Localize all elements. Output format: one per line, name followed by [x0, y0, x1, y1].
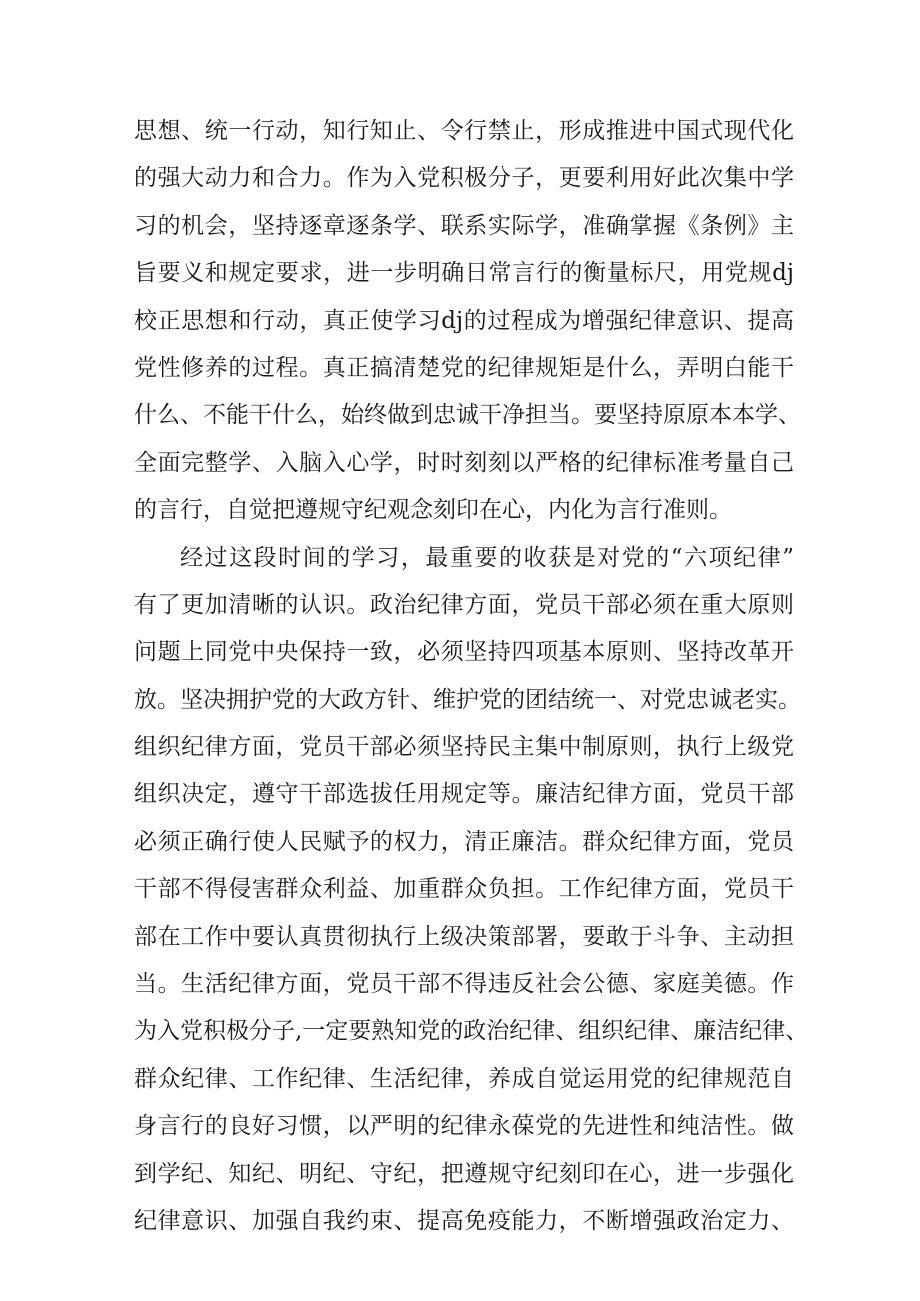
paragraph-first-line: 经过这段时间的学习，最重要的收获是对党的“六项纪律” [180, 544, 794, 571]
paragraph-line: 校正思想和行动，真正使学习dj的过程成为增强纪律意识、提高 [134, 307, 794, 334]
paragraph-line: 思想、统一行动，知行知止、令行禁止，形成推进中国式现代化 [134, 118, 794, 144]
paragraph-1 [134, 108, 801, 535]
paragraph-line: 习的机会，坚持逐章逐条学、联系实际学，准确掌握《条例》主 [134, 212, 794, 239]
paragraph-line: 干部不得侵害群众利益、加重群众负担。工作纪律方面，党员干 [134, 876, 794, 903]
paragraph-line: 纪律意识、加强自我约束、提高免疫能力，不断增强政治定力、 [134, 1207, 794, 1234]
paragraph-line: 全面完整学、入脑入心学，时时刻刻以严格的纪律标准考量自己 [134, 449, 794, 476]
paragraph-line: 身言行的良好习惯，以严明的纪律永葆党的先进性和纯洁性。做 [134, 1113, 794, 1140]
paragraph-2 [134, 535, 809, 1246]
paragraph-line: 为入党积极分子,一定要熟知党的政治纪律、组织纪律、廉洁纪律、 [134, 1018, 809, 1045]
paragraph-line: 的言行，自觉把遵规守纪观念刻印在心，内化为言行准则。 [134, 497, 732, 524]
paragraph-line: 放。坚决拥护党的大政方针、维护党的团结统一、对党忠诚老实。 [134, 686, 801, 713]
paragraph-line: 旨要义和规定要求，进一步明确日常言行的衡量标尺，用党规dj [134, 260, 794, 287]
paragraph-line: 群众纪律、工作纪律、生活纪律，养成自觉运用党的纪律规范自 [134, 1065, 794, 1092]
paragraph-line: 党性修养的过程。真正搞清楚党的纪律规矩是什么，弄明白能干 [134, 354, 794, 381]
paragraph-line: 问题上同党中央保持一致，必须坚持四项基本原则、坚持改革开 [134, 639, 794, 666]
paragraph-line: 组织纪律方面，党员干部必须坚持民主集中制原则，执行上级党 [134, 734, 794, 761]
paragraph-line: 有了更加清晰的认识。政治纪律方面，党员干部必须在重大原则 [134, 591, 794, 618]
paragraph-line: 到学纪、知纪、明纪、守纪，把遵规守纪刻印在心，进一步强化 [134, 1160, 794, 1187]
paragraph-line: 组织决定，遵守干部选拔任用规定等。廉洁纪律方面，党员干部 [134, 781, 794, 808]
paragraph-line: 的强大动力和合力。作为入党积极分子，更要利用好此次集中学 [134, 165, 794, 192]
paragraph-line: 当。生活纪律方面，党员干部不得违反社会公德、家庭美德。作 [134, 971, 794, 998]
paragraph-line: 必须正确行使人民赋予的权力，清正廉洁。群众纪律方面，党员 [134, 828, 794, 855]
paragraph-line: 部在工作中要认真贯彻执行上级决策部署，要敢于斗争、主动担 [134, 923, 794, 950]
paragraph-line: 什么、不能干什么，始终做到忠诚干净担当。要坚持原原本本学、 [134, 402, 801, 429]
document-body [134, 108, 809, 1245]
